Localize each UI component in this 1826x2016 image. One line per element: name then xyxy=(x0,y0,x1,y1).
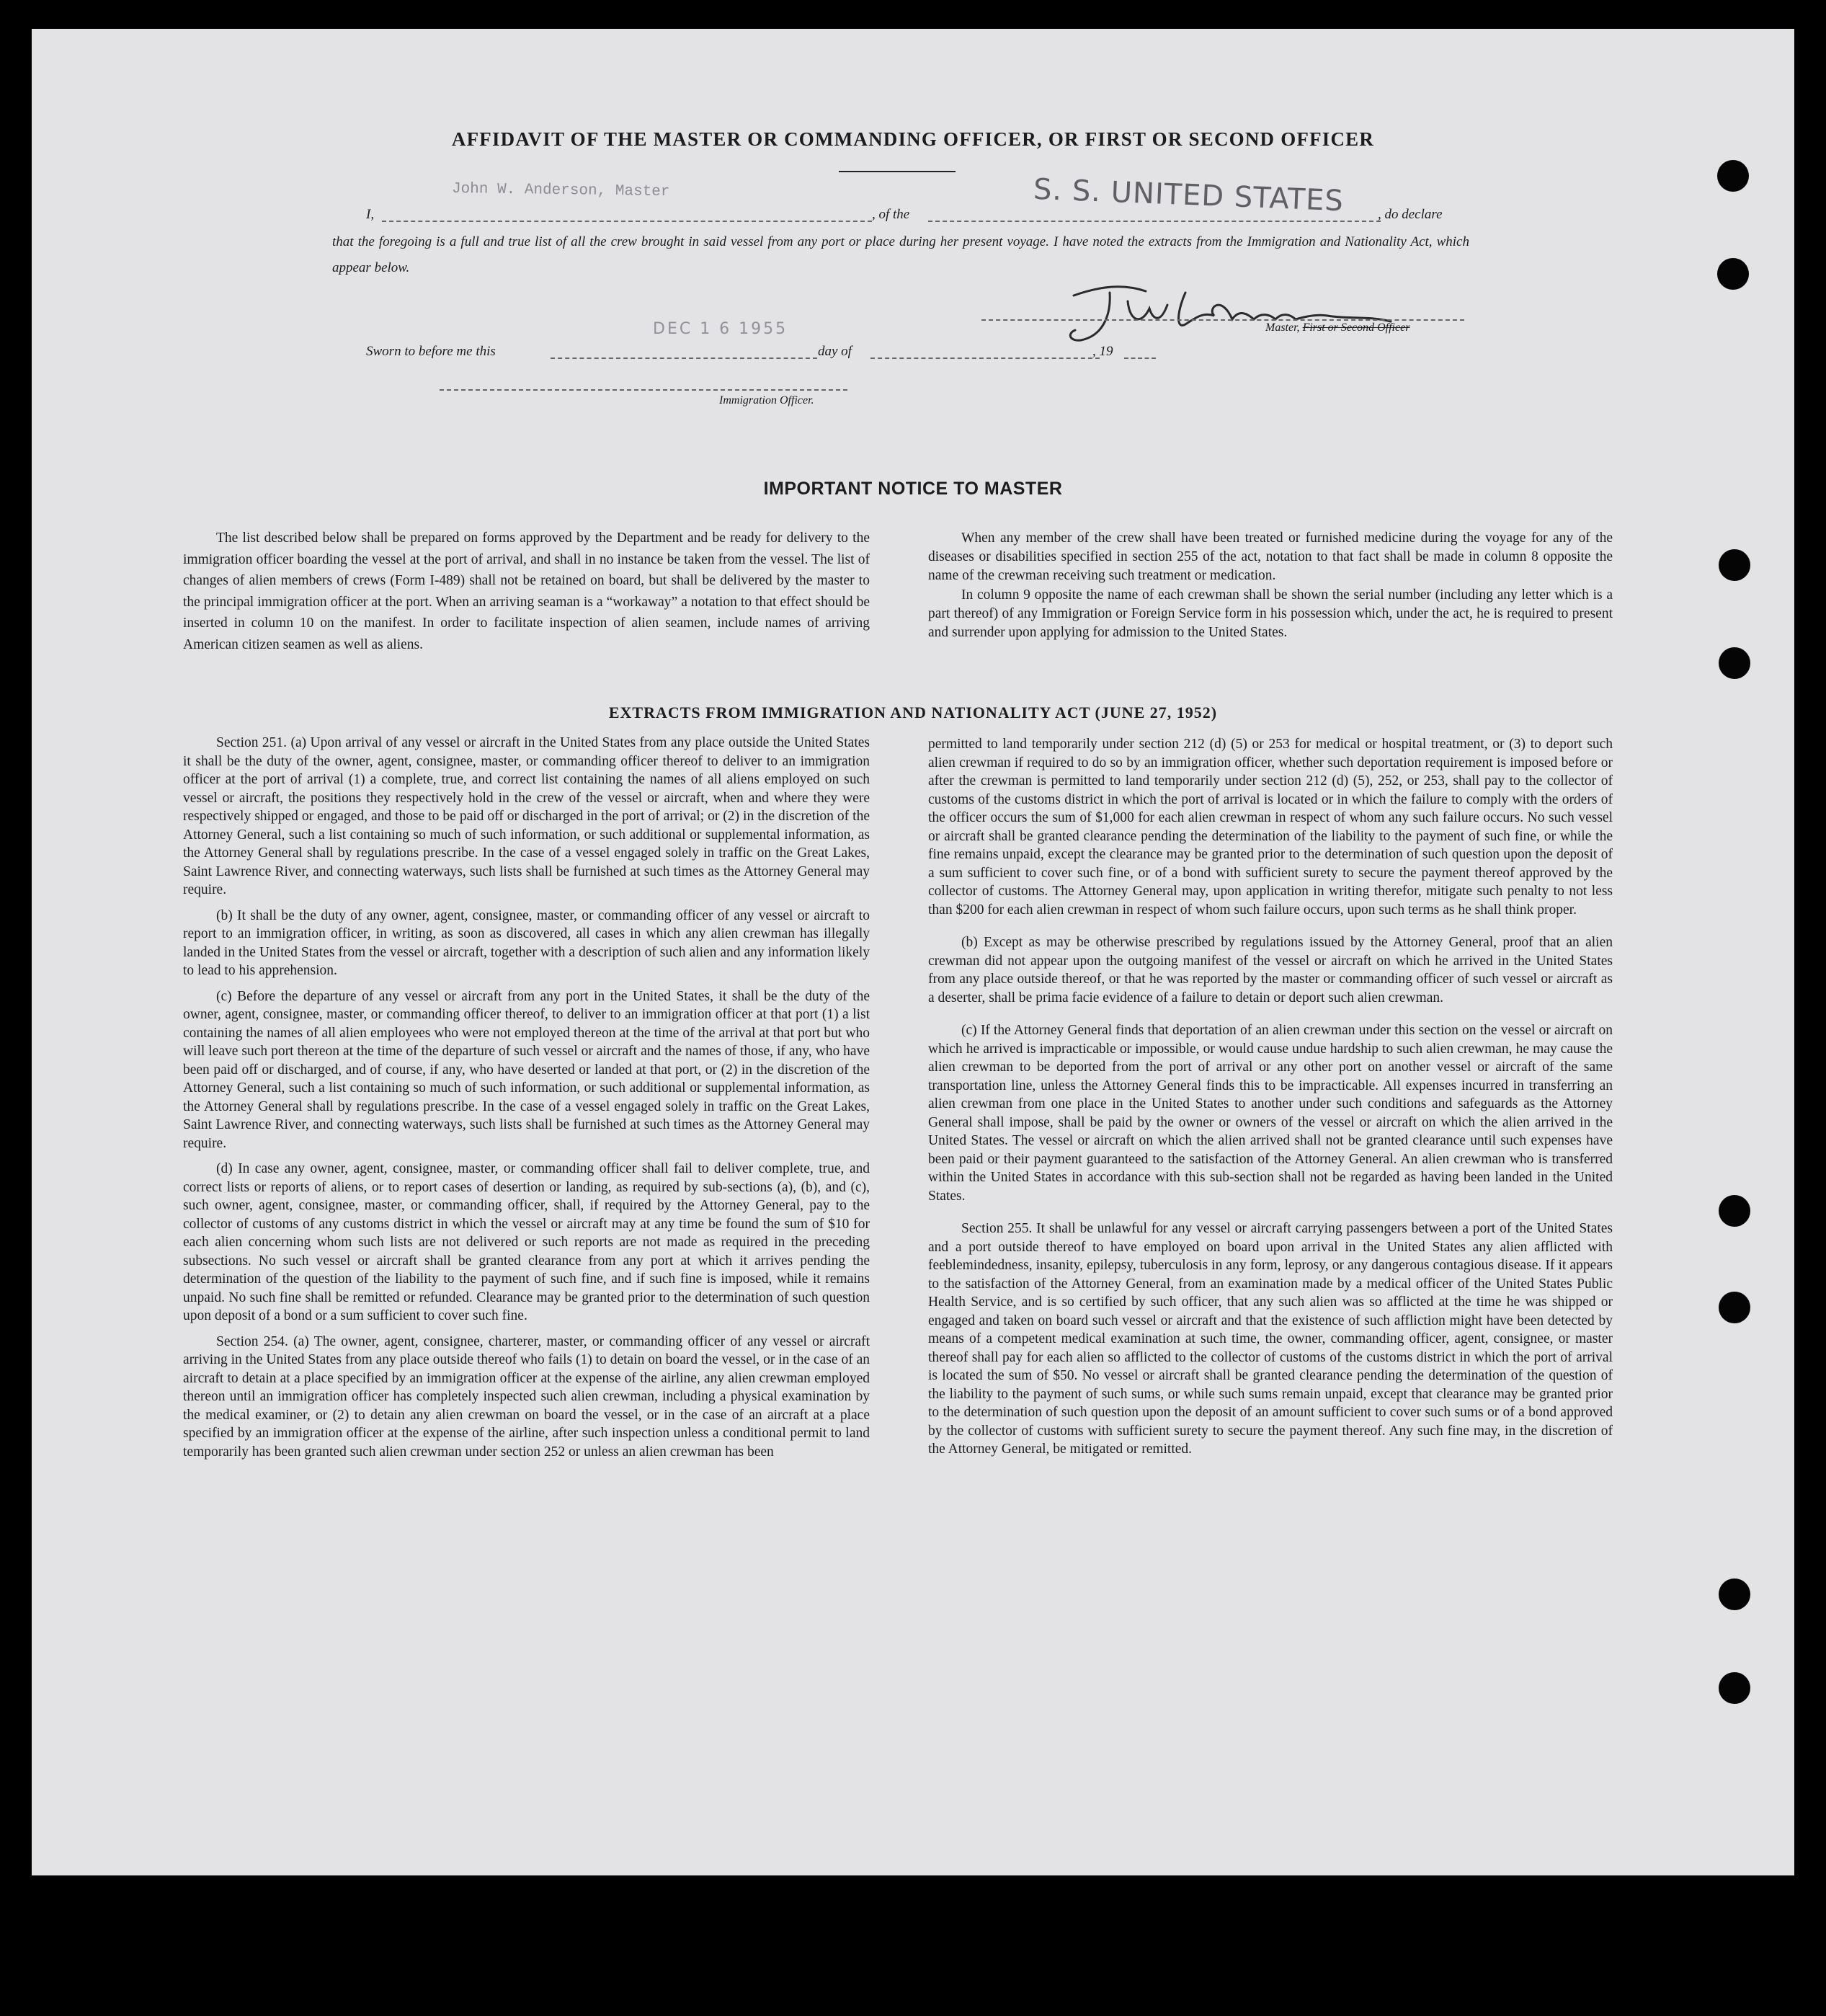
act-section: (c) If the Attorney General finds that deportation of an alien crewman under this section on the vessel or aircraft on which he arrived is impracticable or impossible, or would cause undue hardship to such alien crewman, he may cause the alien crewman to be deported from the port of arrival or any other port on another vessel or aircraft of the same transportation line, unless the Attorney General finds this to be impracticable. All expenses incurred in transferring an alien crewman from one place in the United States to another under such conditions and safeguards as the Attorney General shall impose, shall be paid by the owner or owners of the vessel or aircraft on which the alien arrived in the United States. The vessel or aircraft on which the alien arrived shall not be granted clearance until such expenses have been paid or their payment guaranteed to the satisfaction of the Attorney General. An alien crewman who is transferred within the United States in accordance with this sub-section shall not be regarded as having been landed in the United States. xyxy=(928,1023,1613,1204)
day-of-label: day of xyxy=(818,344,852,359)
punch-hole xyxy=(1719,1292,1750,1323)
of-the-label: , of the xyxy=(872,207,910,222)
act-section: (c) Before the departure of any vessel or aircraft from any port in the United States, it shall be the duty of the owner, agent, consignee, master, or commanding officer thereof, to deliver to an immigration officer at that port (1) a list containing the names of all alien employees who were not employed thereon at the time of the arrival at that port but who will leave such port thereon at the time of the departure of such vessel or aircraft and the names of those, if any, who have been paid off or discharged, and of course, if any, who have deserted or landed at that port, or (2) in the discretion of the Attorney General, such a list containing so much of such information, or such additional or supplemental information, as the Attorney General shall by regulations prescribe. In the case of a vessel engaged solely in traffic on the Great Lakes, Saint Lawrence River, and connecting waterways, such lists shall be furnished at such times as the Attorney General may require. xyxy=(183,988,870,1151)
notice-left-column xyxy=(183,528,870,662)
act-section: Section 255. It shall be unlawful for any vessel or aircraft carrying passengers between a port of the United States and a port outside thereof to have employed on board upon arrival in the United States any alien afflicted with feeblemindedness, insanity, epilepsy, tuberculosis in any form, leprosy, or any dangerous contagious disease. If it appears to the satisfaction of the Attorney General, from an examination made by a medical officer of the United States Public Health Service, and is so certified by such officer, that any such alien was so afflicted at the time he was shipped or engaged and taken on board such vessel or aircraft and that the existence of such affliction might have been detected by means of a competent medical examination at such time, the owner, commanding officer, agent, consignee, or master thereof shall pay for each alien so afflicted to the collector of customs of the customs district in which the port of arrival is located the sum of $50. No vessel or aircraft shall be granted clearance pending the determination of the question of the liability to the payment of such sums, or while such sums remain unpaid, except that clearance may be granted prior to the determination of such question upon the deposit of an amount sufficient to cover such sums or of a bond approved by the collector of customs with sufficient surety to secure the payment thereof. Any such fine may, in the discretion of the Attorney General, be mitigated or remitted. xyxy=(928,1221,1613,1457)
act-section: permitted to land temporarily under section 212 (d) (5) or 253 for medical or hospital treatment, or (3) to deport such alien crewman if required to do so by an immigration officer, whether such deportation requirement is imposed before or after the crewman is permitted to land temporarily under section 212 (d) (5), 252, or 253, shall pay to the collector of customs of the customs district in which the port of arrival is located or in which the failure to comply with the orders of the officer occurs the sum of $1,000 for each alien crewman in respect of whom any such failure occurs. No such vessel or aircraft shall be granted clearance pending the determination of the liability to the payment of such fine, or while the fine remains unpaid, except the clearance may be granted prior to the determination of such question upon the deposit of a sum sufficient to cover such fine, or of a bond with sufficient surety to secure the payment thereof approved by the collector of customs. The Attorney General may, upon application in writing therefor, mitigate such penalty to not less than $200 for each alien crewman in respect of whom such failure occurs, upon such terms as he shall think proper. xyxy=(928,737,1613,918)
notice-paragraph: In column 9 opposite the name of each crewman shall be shown the serial number (including any letter which is a part thereof) of any Immigration or Foreign Service form in his possession which, under the act, he is required to present and surrender upon applying for admission to the United States. xyxy=(928,587,1613,640)
month-line xyxy=(870,358,1100,359)
sworn-date-line xyxy=(551,358,817,359)
signature-line xyxy=(981,319,1464,321)
act-section: Section 251. (a) Upon arrival of any vessel or aircraft in the United States from any place outside the United States it shall be the duty of the owner, agent, consignee, master, or commanding officer thereof to deliver to an immigration officer at the port of arrival (1) a complete, true, and correct list containing the names of all aliens employed on such vessel or aircraft, the positions they respectively hold in the crew of the vessel or aircraft, when and where they were respectively shipped or engaged, and those to be paid off or discharged in the port of arrival; or (2) in the discretion of the Attorney General, such a list containing so much of such information, or such additional or supplemental information, as the Attorney General shall by regulations prescribe. In the case of a vessel engaged solely in traffic on the Great Lakes, Saint Lawrence River, and connecting waterways, such lists shall be furnished at such times as the Attorney General may require. xyxy=(183,735,870,897)
notice-paragraph: When any member of the crew shall have been treated or furnished medicine during the voyage for any of the diseases or disabilities specified in section 255 of the act, notation to that fact shall be made in column 8 opposite the name of the crewman receiving such treatment or medication. xyxy=(928,530,1613,583)
notice-paragraph: The list described below shall be prepared on forms approved by the Department and be ready for delivery to the immigration officer boarding the vessel at the port of arrival, and shall in no instance be taken from the vessel. The list of changes of alien members of crews (Form I-489) shall not be retained on board, but shall be delivered by the master to the principal immigration officer at the port. When an arriving seaman is a “workaway” a notation to that effect should be inserted in column 10 on the manifest. In order to facilitate inspection of alien seamen, include names of arriving American citizen seamen as well as aliens. xyxy=(183,530,870,652)
act-section: (b) Except as may be otherwise prescribed by regulations issued by the Attorney General, proof that an alien crewman did not appear upon the outgoing manifest of the vessel or aircraft on which he arrived in the United States from any place outside thereof, or that he was reported by the master or commanding officer of such vessel or aircraft as a deserter, shall be prima facie evidence of a failure to detain or deport such alien crewman. xyxy=(928,935,1613,1005)
affidavit-title: AFFIDAVIT OF THE MASTER OR COMMANDING OFFICER, OR FIRST OR SECOND OFFICER xyxy=(451,128,1375,150)
master-signature xyxy=(1059,280,1405,352)
extracts-left-column xyxy=(183,734,870,1468)
act-section: Section 254. (a) The owner, agent, consignee, charterer, master, or commanding officer of any vessel or aircraft arriving in the United States from any place outside thereof who fails (1) to detain on board the vessel, or in the case of an aircraft to detain at a place specified by an immigration officer at the expense of the airline, any alien crewman employed thereon until an immigration officer has completely inspected such alien crewman, including a physical examination by the medical examiner, or (2) to detain any alien crewman on board the vessel, or in the case of an aircraft at a place specified by an immigration officer at the expense of the airline, after such inspection unless a conditional permit to land temporarily has been granted such alien crewman under section 252 or unless an alien crewman has been xyxy=(183,1333,870,1460)
punch-hole xyxy=(1719,1578,1750,1610)
punch-hole xyxy=(1717,258,1749,290)
sworn-label: Sworn to before me this xyxy=(366,344,496,359)
year-line xyxy=(1124,358,1156,359)
officer-signature-line xyxy=(440,389,847,391)
year-label: , 19 xyxy=(1092,344,1113,359)
punch-hole xyxy=(1719,1195,1750,1227)
officer-caption: Immigration Officer. xyxy=(719,394,814,407)
notice-right-column xyxy=(928,529,1613,649)
punch-hole xyxy=(1717,160,1749,192)
i-label: I, xyxy=(366,207,375,222)
signature-caption-master: Master, xyxy=(1265,321,1300,334)
act-section: (d) In case any owner, agent, consignee, master, or commanding officer shall fail to deliver complete, true, and correct lists or reports of aliens, or to report cases of desertion or landing, as required by sub-sections (a), (b), and (c), such owner, agent, consignee, master, or commanding officer, shall, if required by the Attorney General, pay to the collector of customs of any customs district in which the vessel or aircraft may at any time be found the sum of $10 for each alien concerning whom such lists are not delivered or such reports are not made as required in the preceding subsections. No such vessel or aircraft shall be granted clearance from any port at which it arrives pending the determination of the question of the liability to the payment of such fine, and if such fine is imposed, while it remains unpaid. No such fine shall be remitted or refunded. Clearance may be granted prior to the determination of such question upon deposit of a bond or a sum sufficient to cover such fine. xyxy=(183,1161,870,1323)
sworn-date-stamp: DEC 1 6 1955 xyxy=(653,320,788,338)
punch-hole xyxy=(1719,1672,1750,1704)
signature-caption xyxy=(1265,321,1409,334)
punch-hole xyxy=(1719,549,1750,581)
do-declare-label: , do declare xyxy=(1378,207,1443,222)
notice-title: IMPORTANT NOTICE TO MASTER xyxy=(763,479,1063,499)
declaration-text: that the foregoing is a full and true list of all the crew brought in said vessel from any port or place during her present voyage. I have noted the extracts from the Immigration and Nationality Act, which appear below. xyxy=(332,234,1469,275)
punch-hole xyxy=(1719,647,1750,679)
master-name-line xyxy=(382,221,872,222)
signature-caption-struck: First or Second Officer xyxy=(1302,321,1410,334)
act-section: (b) It shall be the duty of any owner, agent, consignee, master, or commanding officer of any vessel or aircraft to report to an immigration officer, in writing, as soon as discovered, all cases in which any alien crewman has illegally landed in the United States from the vessel or aircraft, together with a description of such alien and any information likely to lead to his apprehension. xyxy=(183,907,870,978)
master-name-field: John W. Anderson, Master xyxy=(451,180,670,201)
extracts-title: EXTRACTS FROM IMMIGRATION AND NATIONALITY ACT (JUNE 27, 1952) xyxy=(608,703,1218,721)
extracts-right-column xyxy=(928,735,1613,1466)
title-rule xyxy=(839,171,956,172)
vessel-name-stamp: S. S. UNITED STATES xyxy=(1033,172,1345,218)
vessel-name-line xyxy=(928,221,1381,222)
